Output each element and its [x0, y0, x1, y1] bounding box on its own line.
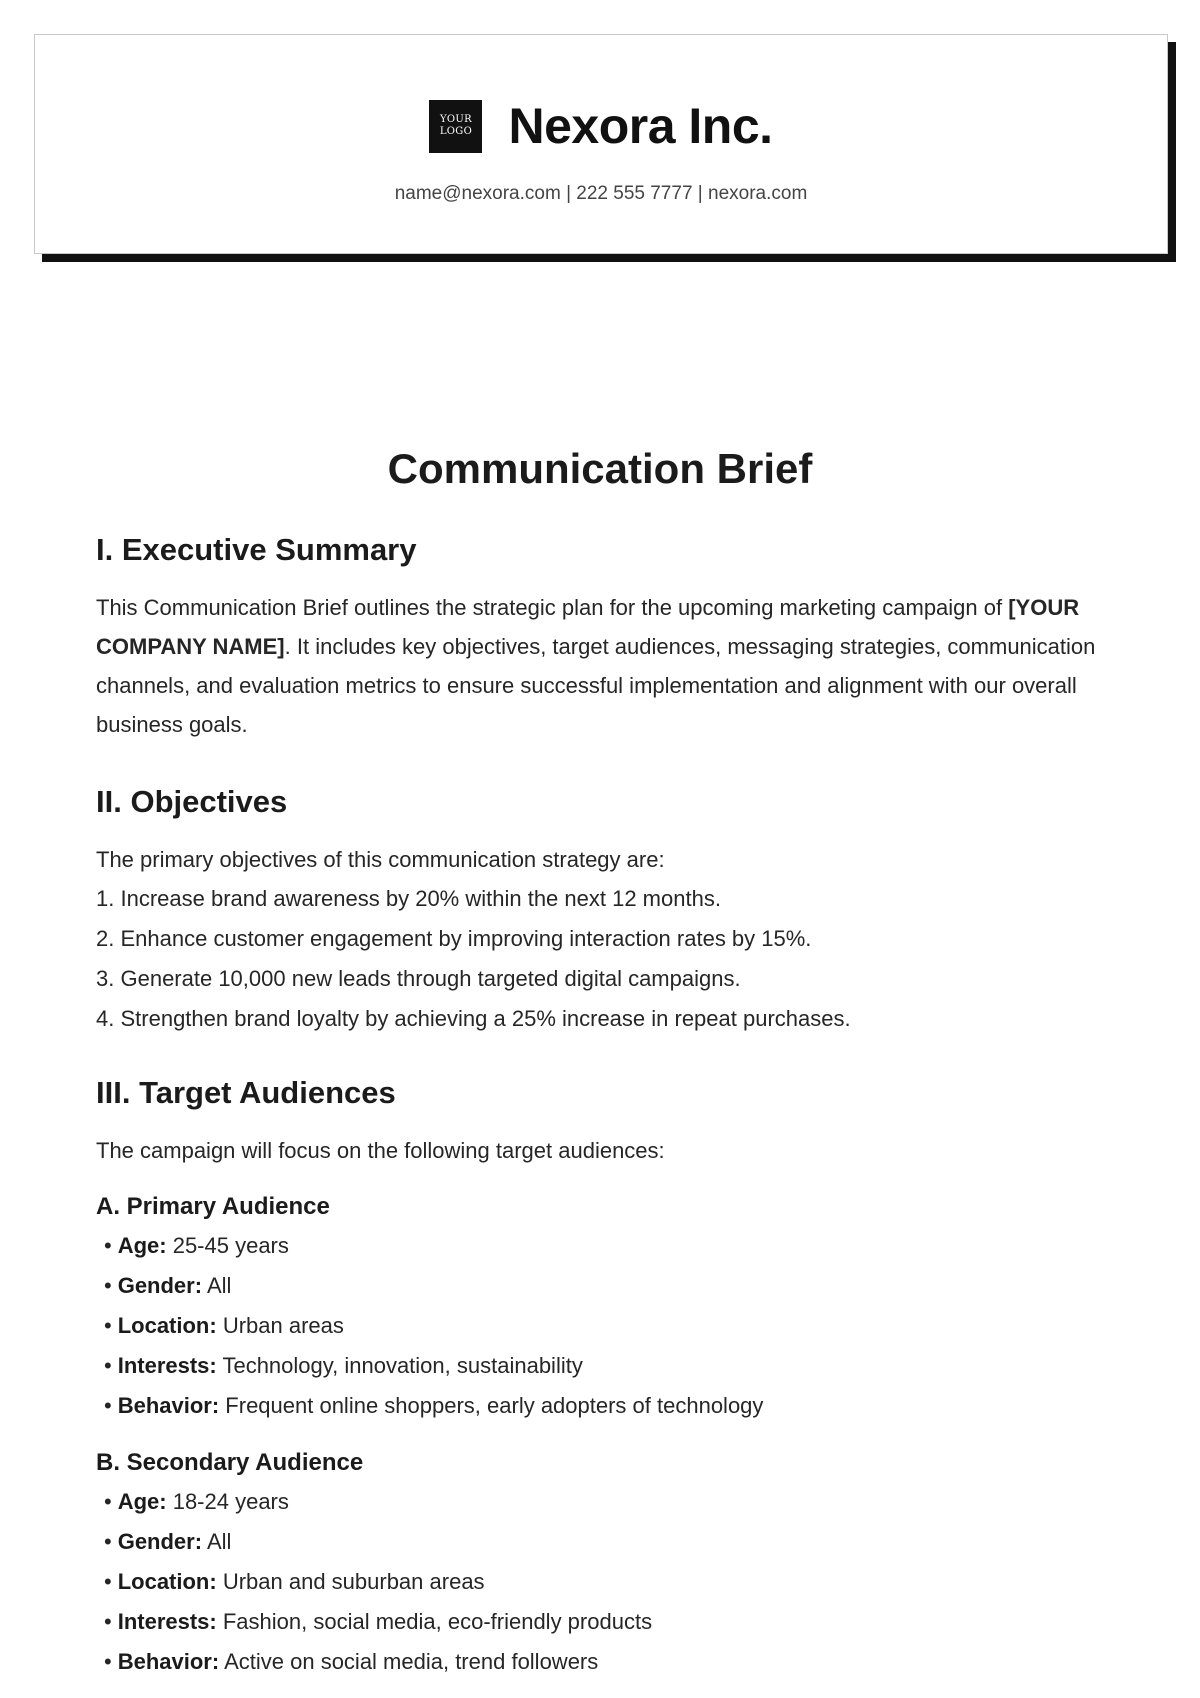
- list-item: [96, 1522, 1116, 1562]
- list-number: 4.: [96, 1006, 115, 1031]
- list-item: [96, 1226, 1116, 1266]
- attribute-label: Gender:: [117, 1273, 203, 1298]
- document-title: Communication Brief: [387, 445, 813, 492]
- list-item: [96, 1306, 1116, 1346]
- bullet-icon: •: [104, 1273, 112, 1298]
- subheading-primary-audience: A. Primary Audience: [96, 1193, 330, 1220]
- attribute-label: Behavior:: [117, 1649, 220, 1674]
- bullet-icon: •: [104, 1313, 112, 1338]
- brand-row: [35, 97, 1167, 155]
- attribute-value: Frequent online shoppers, early adopters of technology: [219, 1393, 764, 1418]
- attribute-label: Interests:: [117, 1609, 217, 1634]
- bullet-icon: •: [104, 1609, 112, 1634]
- summary-text-before: This Communication Brief outlines the strategic plan for the upcoming marketing campaign of: [96, 595, 1009, 620]
- primary-audience-list: [96, 1226, 1116, 1426]
- list-item-text: Generate 10,000 new leads through targeted digital campaigns.: [120, 966, 741, 991]
- attribute-label: Gender:: [117, 1529, 203, 1554]
- list-item: [96, 1386, 1116, 1426]
- target-audiences-intro: The campaign will focus on the following target audiences:: [96, 1138, 665, 1163]
- company-logo: [429, 100, 482, 153]
- executive-summary-text: [96, 588, 1116, 744]
- list-item: [96, 919, 1116, 959]
- attribute-value: Urban and suburban areas: [216, 1569, 485, 1594]
- logo-text-line2: LOGO: [439, 126, 473, 137]
- objectives-list: [96, 879, 1116, 1039]
- attribute-label: Behavior:: [117, 1393, 220, 1418]
- attribute-value: Urban areas: [216, 1313, 344, 1338]
- bullet-icon: •: [104, 1569, 112, 1594]
- list-item: [96, 1482, 1116, 1522]
- attribute-label: Age:: [117, 1489, 167, 1514]
- letterhead: [34, 34, 1168, 254]
- bullet-icon: •: [104, 1489, 112, 1514]
- company-name-placeholder: [YOUR COMPANY NAME]: [96, 595, 1080, 659]
- list-number: 3.: [96, 966, 115, 991]
- attribute-label: Interests:: [117, 1353, 217, 1378]
- bullet-icon: •: [104, 1393, 112, 1418]
- summary-text-after: . It includes key objectives, target audiences, messaging strategies, communication channels, and evaluation metrics to ensure successful implementation and alignment with our overall business goals.: [96, 634, 1096, 737]
- attribute-label: Location:: [117, 1569, 217, 1594]
- attribute-value: All: [202, 1529, 232, 1554]
- company-name: Nexora Inc.: [508, 98, 773, 154]
- attribute-value: 18-24 years: [166, 1489, 289, 1514]
- list-item: [96, 1346, 1116, 1386]
- list-item-text: Strengthen brand loyalty by achieving a 25% increase in repeat purchases.: [120, 1006, 851, 1031]
- bullet-icon: •: [104, 1353, 112, 1378]
- subheading-secondary-audience: B. Secondary Audience: [96, 1449, 364, 1476]
- section-heading-objectives: II. Objectives: [96, 784, 288, 819]
- contact-info: name@nexora.com | 222 555 7777 | nexora.com: [394, 183, 808, 204]
- section-heading-executive-summary: I. Executive Summary: [96, 532, 417, 567]
- list-item: [96, 1602, 1116, 1642]
- attribute-value: All: [202, 1273, 232, 1298]
- attribute-label: Age:: [117, 1233, 167, 1258]
- attribute-value: Fashion, social media, eco-friendly products: [216, 1609, 653, 1634]
- document-body: [96, 530, 1116, 1682]
- bullet-icon: •: [104, 1529, 112, 1554]
- list-number: 1.: [96, 886, 115, 911]
- list-item: [96, 959, 1116, 999]
- attribute-value: Technology, innovation, sustainability: [216, 1353, 583, 1378]
- bullet-icon: •: [104, 1233, 112, 1258]
- attribute-value: 25-45 years: [166, 1233, 289, 1258]
- list-item-text: Increase brand awareness by 20% within the next 12 months.: [120, 886, 721, 911]
- list-item: [96, 1562, 1116, 1602]
- list-item: [96, 879, 1116, 919]
- list-number: 2.: [96, 926, 115, 951]
- section-heading-target-audiences: III. Target Audiences: [96, 1075, 396, 1110]
- list-item: [96, 1266, 1116, 1306]
- secondary-audience-list: [96, 1482, 1116, 1682]
- bullet-icon: •: [104, 1649, 112, 1674]
- list-item: [96, 999, 1116, 1039]
- attribute-label: Location:: [117, 1313, 217, 1338]
- objectives-intro: The primary objectives of this communication strategy are:: [96, 847, 665, 872]
- attribute-value: Active on social media, trend followers: [219, 1649, 599, 1674]
- logo-text-line1: YOUR: [439, 114, 472, 125]
- list-item: [96, 1642, 1116, 1682]
- list-item-text: Enhance customer engagement by improving interaction rates by 15%.: [120, 926, 812, 951]
